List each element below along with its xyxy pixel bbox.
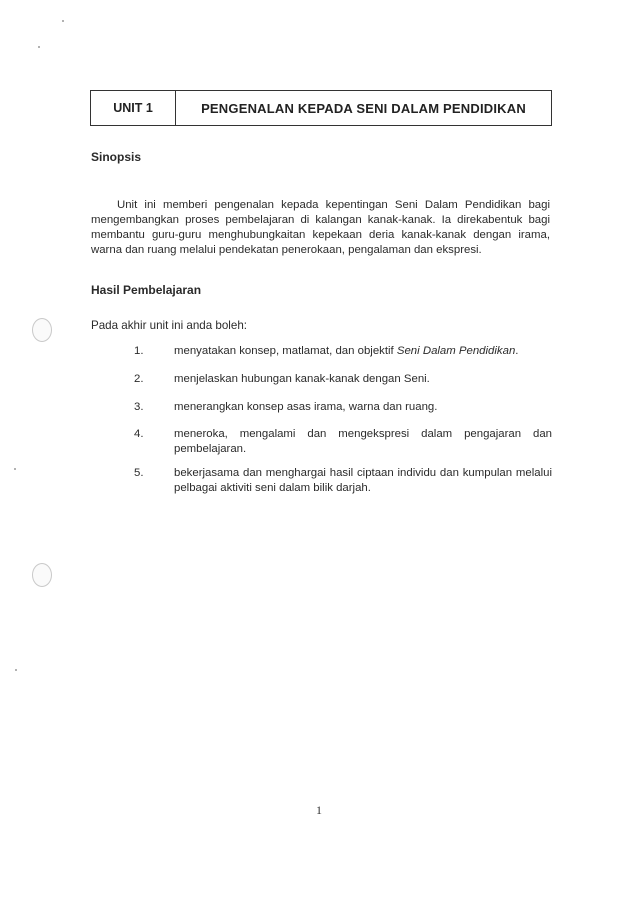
outcome-text-part: menyatakan konsep, matlamat, dan objektif: [174, 345, 397, 357]
outcome-text: bekerjasama dan menghargai hasil ciptaan individu dan kumpulan melalui pelbagai aktiviti seni dalam bilik darjah.: [174, 467, 552, 494]
outcome-text-italic: Seni Dalam Pendidikan: [396, 345, 516, 357]
page-number: 1: [316, 803, 322, 817]
scan-speck: [62, 20, 64, 22]
outcome-text-part: .: [515, 345, 519, 357]
outcome-number: 2.: [134, 373, 144, 385]
outcome-text: meneroka, mengalami dan mengekspresi dalam pengajaran dan pembelajaran.: [174, 428, 552, 455]
scan-speck: [38, 46, 40, 48]
synopsis-text: Unit ini memberi pengenalan kepada kepentingan Seni Dalam Pendidikan bagi mengembangkan proses pembelajaran di kalangan kanak-kanak. Ia direkabentuk bagi membantu guru-guru menghubungkaitan kepekaan deria kanak-kanak dengan irama, warna dan ruang melalui pendekatan penerokaan, pengalaman dan ekspresi.: [91, 199, 550, 256]
punch-hole: [32, 318, 52, 342]
unit-header-box: [90, 90, 552, 126]
unit-label: UNIT 1: [91, 91, 176, 125]
scan-speck: [15, 669, 17, 671]
outcome-number: 4.: [134, 428, 144, 440]
outcome-text: menjelaskan hubungan kanak-kanak dengan Seni.: [174, 373, 430, 385]
outcome-number: 5.: [134, 467, 144, 479]
outcomes-intro: Pada akhir unit ini anda boleh:: [91, 319, 247, 332]
synopsis-heading: Sinopsis: [91, 150, 142, 164]
outcome-text: menerangkan konsep asas irama, warna dan ruang.: [174, 401, 438, 413]
outcome-text: [174, 344, 552, 359]
scan-speck: [14, 468, 16, 470]
punch-hole: [32, 563, 52, 587]
synopsis-paragraph: [91, 198, 550, 258]
learning-outcomes-heading: Hasil Pembelajaran: [91, 283, 202, 297]
unit-title: PENGENALAN KEPADA SENI DALAM PENDIDIKAN: [201, 100, 526, 116]
outcome-number: 3.: [134, 401, 144, 413]
outcome-number: 1.: [134, 345, 144, 357]
